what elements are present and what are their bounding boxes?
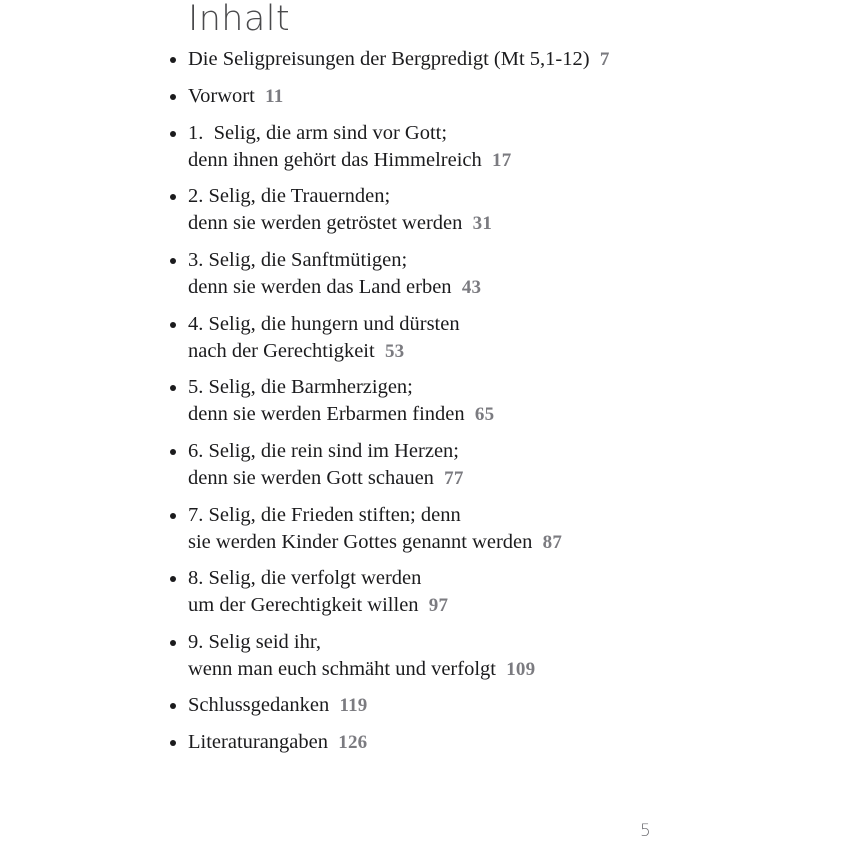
toc-entry-page-number: 126	[338, 732, 368, 753]
page-title: Inhalt	[188, 0, 290, 39]
toc-entry-line: • 8. Selig, die verfolgt werden	[188, 567, 422, 589]
toc-entry-line: sie werden Kinder Gottes genannt werden 87	[188, 531, 563, 553]
toc-entry-line: denn sie werden das Land erben 43	[188, 276, 482, 298]
toc-entry[interactable]	[188, 83, 283, 110]
toc-entry-line: denn sie werden getröstet werden 31	[188, 212, 493, 234]
toc-entry-line: • Die Seligpreisungen der Bergpredigt (Mt 5,1-12) 7	[188, 48, 610, 70]
toc-entry-line: • 4. Selig, die hungern und dürsten	[188, 313, 460, 335]
toc-entry-line: • 7. Selig, die Frieden stiften; denn	[188, 504, 461, 526]
toc-entry-page-number: 119	[339, 695, 368, 716]
toc-entry[interactable]	[188, 502, 562, 556]
toc-entry-line: wenn man euch schmäht und verfolgt 109	[188, 658, 536, 680]
toc-entry-line: • 1. Selig, die arm sind vor Gott;	[188, 122, 448, 144]
toc-entry-line: nach der Gerechtigkeit 53	[188, 340, 405, 362]
toc-entry-page-number: 17	[492, 150, 512, 171]
toc-entry-line: • 5. Selig, die Barmherzigen;	[188, 376, 413, 398]
toc-entry-page-number: 11	[265, 86, 284, 107]
toc-entry-line: • Literaturangaben 126	[188, 731, 368, 753]
toc-entry[interactable]	[188, 120, 511, 174]
toc-entry-line: • Vorwort 11	[188, 85, 284, 107]
toc-entry[interactable]	[188, 438, 464, 492]
toc-entry-page-number: 77	[444, 468, 464, 489]
toc-content	[188, 0, 708, 37]
toc-entry-page-number: 53	[384, 341, 405, 362]
toc-entry[interactable]	[188, 311, 460, 365]
toc-entry[interactable]	[188, 183, 492, 237]
toc-entry[interactable]	[188, 565, 448, 619]
folio-page-number: 5	[640, 821, 651, 841]
toc-entry-line: denn ihnen gehört das Himmelreich 17	[188, 149, 512, 171]
toc-entry-page-number: 65	[474, 404, 495, 425]
toc-entry-page-number: 7	[599, 49, 610, 70]
toc-entry-page-number: 43	[461, 277, 482, 298]
toc-entry[interactable]	[188, 729, 367, 756]
toc-entry-line: denn sie werden Gott schauen 77	[188, 467, 464, 489]
toc-entry[interactable]	[188, 692, 368, 719]
toc-entry[interactable]	[188, 247, 481, 301]
toc-entry[interactable]	[188, 46, 610, 73]
toc-entry-line: • 2. Selig, die Trauernden;	[188, 185, 391, 207]
toc-entry-line: • 6. Selig, die rein sind im Herzen;	[188, 440, 459, 462]
toc-entry-page-number: 31	[472, 213, 493, 234]
toc-entry-line: • Schlussgedanken 119	[188, 694, 368, 716]
toc-entry[interactable]	[188, 374, 494, 428]
toc-entry-page-number: 109	[506, 659, 536, 680]
toc-entry-line: • 3. Selig, die Sanftmütigen;	[188, 249, 408, 271]
toc-entry-line: • 9. Selig seid ihr,	[188, 631, 321, 653]
toc-entry-line: um der Gerechtigkeit willen 97	[188, 594, 449, 616]
toc-entry-line: denn sie werden Erbarmen finden 65	[188, 403, 495, 425]
toc-entry-page-number: 87	[542, 532, 563, 553]
toc-entry-page-number: 97	[428, 595, 449, 616]
toc-entry[interactable]	[188, 629, 535, 683]
